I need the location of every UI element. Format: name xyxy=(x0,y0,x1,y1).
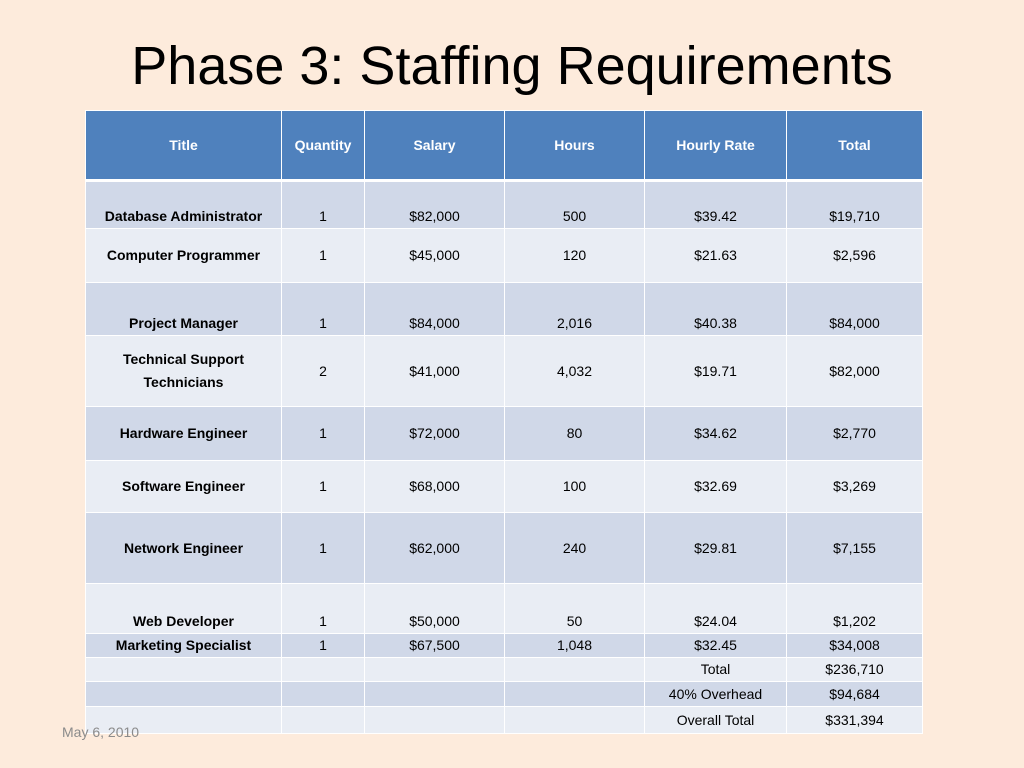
cell-salary: $68,000 xyxy=(365,461,505,513)
header-hours: Hours xyxy=(505,111,645,181)
cell-hours: 120 xyxy=(505,229,645,283)
empty-cell xyxy=(365,658,505,682)
cell-title: Network Engineer xyxy=(86,513,282,584)
header-total: Total xyxy=(787,111,923,181)
header-salary: Salary xyxy=(365,111,505,181)
empty-cell xyxy=(505,682,645,707)
summary-label: Overall Total xyxy=(645,707,787,734)
cell-title: Technical Support Technicians xyxy=(86,336,282,407)
cell-hours: 50 xyxy=(505,584,645,634)
cell-hours: 240 xyxy=(505,513,645,584)
cell-hourly-rate: $24.04 xyxy=(645,584,787,634)
cell-title: Marketing Specialist xyxy=(86,634,282,658)
cell-salary: $45,000 xyxy=(365,229,505,283)
slide-title: Phase 3: Staffing Requirements xyxy=(131,36,893,96)
cell-total: $7,155 xyxy=(787,513,923,584)
cell-hours: 500 xyxy=(505,181,645,229)
cell-salary: $72,000 xyxy=(365,407,505,461)
cell-total: $19,710 xyxy=(787,181,923,229)
cell-salary: $50,000 xyxy=(365,584,505,634)
staffing-table xyxy=(85,110,923,734)
empty-cell xyxy=(365,707,505,734)
cell-quantity: 1 xyxy=(282,461,365,513)
cell-salary: $67,500 xyxy=(365,634,505,658)
summary-row-overhead xyxy=(86,682,923,707)
cell-quantity: 1 xyxy=(282,407,365,461)
summary-row-total xyxy=(86,658,923,682)
cell-hourly-rate: $21.63 xyxy=(645,229,787,283)
cell-salary: $84,000 xyxy=(365,283,505,336)
empty-cell xyxy=(282,707,365,734)
cell-total: $1,202 xyxy=(787,584,923,634)
summary-label: 40% Overhead xyxy=(645,682,787,707)
table-row xyxy=(86,634,923,658)
empty-cell xyxy=(282,682,365,707)
cell-salary: $82,000 xyxy=(365,181,505,229)
table-row xyxy=(86,283,923,336)
cell-hourly-rate: $29.81 xyxy=(645,513,787,584)
slide-date: May 6, 2010 xyxy=(62,724,140,740)
empty-cell xyxy=(86,658,282,682)
cell-quantity: 1 xyxy=(282,584,365,634)
table-row xyxy=(86,336,923,407)
cell-hourly-rate: $40.38 xyxy=(645,283,787,336)
cell-hourly-rate: $19.71 xyxy=(645,336,787,407)
cell-quantity: 1 xyxy=(282,513,365,584)
cell-title: Database Administrator xyxy=(86,181,282,229)
empty-cell xyxy=(365,682,505,707)
cell-quantity: 1 xyxy=(282,283,365,336)
cell-hours: 100 xyxy=(505,461,645,513)
table-row xyxy=(86,181,923,229)
cell-hours: 2,016 xyxy=(505,283,645,336)
cell-title: Hardware Engineer xyxy=(86,407,282,461)
summary-row-overall-total xyxy=(86,707,923,734)
cell-total: $2,596 xyxy=(787,229,923,283)
cell-title: Project Manager xyxy=(86,283,282,336)
table-row xyxy=(86,407,923,461)
cell-hourly-rate: $32.45 xyxy=(645,634,787,658)
cell-hourly-rate: $34.62 xyxy=(645,407,787,461)
empty-cell xyxy=(86,682,282,707)
cell-hours: 4,032 xyxy=(505,336,645,407)
cell-title: Web Developer xyxy=(86,584,282,634)
cell-hours: 80 xyxy=(505,407,645,461)
cell-total: $84,000 xyxy=(787,283,923,336)
header-hourly-rate: Hourly Rate xyxy=(645,111,787,181)
summary-value: $236,710 xyxy=(787,658,923,682)
empty-cell xyxy=(505,658,645,682)
cell-hourly-rate: $39.42 xyxy=(645,181,787,229)
cell-title: Software Engineer xyxy=(86,461,282,513)
summary-label: Total xyxy=(645,658,787,682)
table-row xyxy=(86,461,923,513)
cell-salary: $62,000 xyxy=(365,513,505,584)
cell-hours: 1,048 xyxy=(505,634,645,658)
cell-total: $34,008 xyxy=(787,634,923,658)
cell-quantity: 1 xyxy=(282,634,365,658)
cell-quantity: 1 xyxy=(282,229,365,283)
cell-total: $3,269 xyxy=(787,461,923,513)
header-quantity: Quantity xyxy=(282,111,365,181)
cell-total: $2,770 xyxy=(787,407,923,461)
summary-value: $331,394 xyxy=(787,707,923,734)
cell-salary: $41,000 xyxy=(365,336,505,407)
table-header-row xyxy=(86,111,923,181)
table-row xyxy=(86,229,923,283)
summary-value: $94,684 xyxy=(787,682,923,707)
header-title: Title xyxy=(86,111,282,181)
cell-hourly-rate: $32.69 xyxy=(645,461,787,513)
table-row xyxy=(86,513,923,584)
cell-quantity: 1 xyxy=(282,181,365,229)
empty-cell xyxy=(505,707,645,734)
empty-cell xyxy=(282,658,365,682)
cell-quantity: 2 xyxy=(282,336,365,407)
cell-title: Computer Programmer xyxy=(86,229,282,283)
table-row xyxy=(86,584,923,634)
cell-total: $82,000 xyxy=(787,336,923,407)
